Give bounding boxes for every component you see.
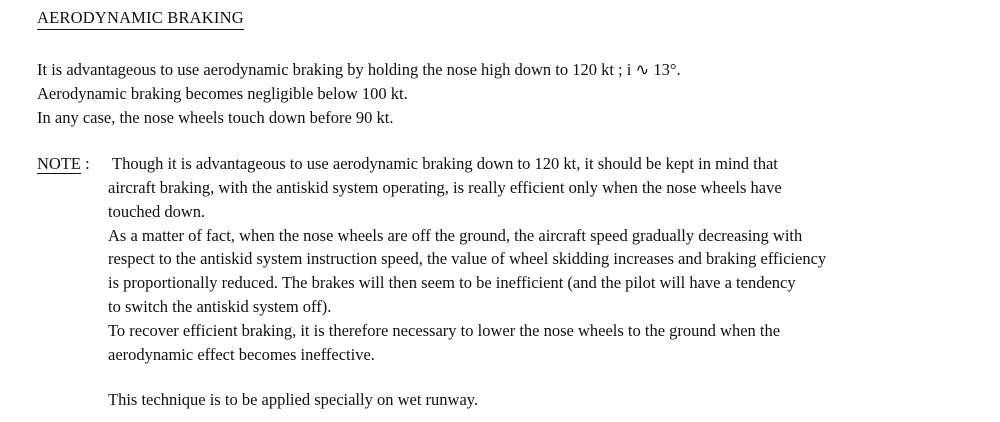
section-title: AERODYNAMIC BRAKING <box>37 8 244 30</box>
note-label-word: NOTE <box>37 154 81 173</box>
note-label <box>37 152 94 176</box>
note-line: aircraft braking, with the antiskid system operating, is really efficient only when the nose wheels have <box>108 178 782 197</box>
note-line: respect to the antiskid system instruction speed, the value of wheel skidding increases and braking efficiency <box>108 249 827 269</box>
final-statement: This technique is to be applied specially on wet runway. <box>108 390 479 409</box>
intro-paragraph <box>37 58 681 130</box>
note-body <box>108 176 826 366</box>
intro-line: In any case, the nose wheels touch down before 90 kt. <box>37 108 394 127</box>
note-line: is proportionally reduced. The brakes will then seem to be inefficient (and the pilot will have a tendency <box>108 273 796 293</box>
note-line: to switch the antiskid system off). <box>108 296 332 316</box>
intro-line: It is advantageous to use aerodynamic braking by holding the nose high down to 120 kt ; i ∿ 13°. <box>37 60 681 79</box>
note-line: To recover efficient braking, it is therefore necessary to lower the nose wheels to the ground when the <box>108 320 781 340</box>
note-separator: : <box>81 154 94 173</box>
note-first-line: Though it is advantageous to use aerodynamic braking down to 120 kt, it should be kept in mind that <box>112 154 778 173</box>
note-line: aerodynamic effect becomes ineffective. <box>108 344 375 364</box>
note-line: As a matter of fact, when the nose wheels are off the ground, the aircraft speed gradually decreasing with <box>108 225 803 245</box>
note-line: touched down. <box>108 201 206 221</box>
intro-line: Aerodynamic braking becomes negligible below 100 kt. <box>37 84 408 103</box>
